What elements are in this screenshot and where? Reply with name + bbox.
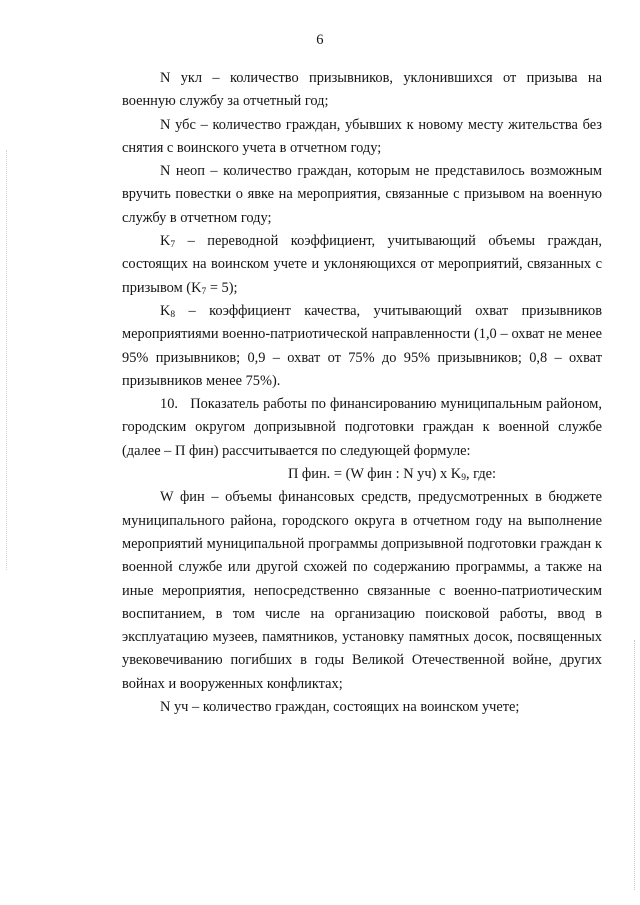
k7-subscript: 7 (170, 240, 176, 251)
page-number: 6 (316, 32, 324, 48)
formula-suffix: , где: (465, 466, 497, 483)
paragraph-n-uch: N уч – количество граждан, состоящих на воинском учете; (160, 699, 520, 716)
formula-text: П фин. = (W фин : N уч) x K (287, 466, 462, 483)
paragraph-k8 (122, 300, 602, 393)
paragraph-w-fin: W фин – объемы финансовых средств, предусмотренных в бюджете муниципального района, городского округа в отчетном году на выполнение мероприятий муниципальной программы допризывной подготовки граждан к военной службе или другой схожей по содержанию программы, а также на иные мероприятия, непосредственно связанные с военно-патриотическим воспитанием, в том числе на организацию поисковой работы, ввод в эксплуатацию музеев, памятников, установку памятных досок, посвященных увековечиванию погибших в годы Великой Отечественной войне, других войнах и вооруженных конфликтах; (122, 489, 602, 692)
formula-p-fin (122, 463, 602, 486)
paragraph-n-ukl: N укл – количество призывников, уклонившихся от призыва на военную службу за отчетный год; (122, 70, 602, 110)
scan-margin-mark (6, 150, 8, 570)
k7-text-end: = 5); (206, 279, 238, 296)
k8-subscript: 8 (170, 309, 176, 320)
paragraph-n-ubs: N убс – количество граждан, убывших к новому месту жительства без снятия с воинского учета в отчетном году; (122, 116, 602, 156)
formula-subscript: 9 (461, 473, 466, 484)
scan-margin-mark (634, 640, 636, 890)
paragraph-k7 (122, 230, 602, 300)
k7-text: – переводной коэффициент, учитывающий объемы граждан, состоящих на воинском учете и уклоняющихся от мероприятий, связанных с призывом (K (122, 233, 602, 296)
k7-subscript-inline: 7 (201, 286, 207, 297)
k7-symbol: K (160, 233, 171, 250)
k8-symbol: K (160, 302, 171, 319)
paragraph-item-10: 10. Показатель работы по финансированию муниципальным районом, городским округом допризывной подготовки граждан к военной службе (далее – П фин) рассчитывается по следующей формуле: (122, 396, 606, 459)
paragraph-n-neop: N неоп – количество граждан, которым не представилось возможным вручить повестки о явке на мероприятия, связанные с призывом на военную службу в отчетном году; (122, 163, 602, 226)
document-body (122, 67, 606, 719)
k8-text: – коэффициент качества, учитывающий охват призывников мероприятиями военно-патриотической направленности (1,0 – охват не менее 95% призывников; 0,9 – охват от 75% до 95% призывников; 0,8 – охват призывников менее 75%). (122, 302, 602, 389)
